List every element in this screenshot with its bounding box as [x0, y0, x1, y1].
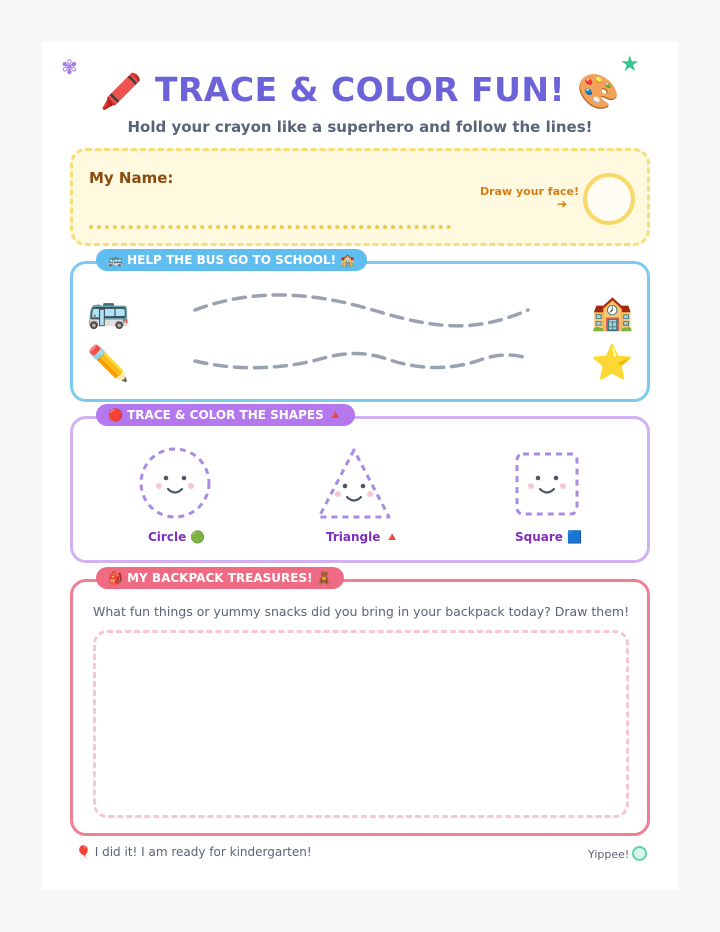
- name-label: My Name:: [89, 169, 174, 187]
- trace-square: [517, 454, 577, 514]
- school-icon: 🏫: [591, 293, 634, 333]
- triangle-face-smile: [347, 497, 361, 501]
- flower-icon: ✾: [61, 55, 78, 79]
- trace-line-wavy-1: [195, 295, 528, 326]
- name-write-line[interactable]: [89, 225, 451, 229]
- bus-section-title: 🚌 HELP THE BUS GO TO SCHOOL! 🏫: [96, 249, 367, 271]
- page-subtitle: Hold your crayon like a superhero and follow the lines!: [127, 118, 593, 136]
- pencil-icon: ✏️: [87, 344, 130, 384]
- square-face-smile: [540, 489, 554, 493]
- square-face-eye-right: [554, 476, 559, 481]
- arrow-right-icon: ➔: [557, 197, 568, 211]
- circle-face-eye-right: [182, 476, 187, 481]
- triangle-face-cheek-left: [335, 491, 341, 497]
- shapes-section: [70, 416, 650, 563]
- shape-label-circle: Circle 🟢: [148, 530, 206, 544]
- circle-face-eye-left: [164, 476, 169, 481]
- circle-face-smile: [168, 489, 182, 493]
- green-circle-icon: [632, 846, 647, 861]
- yippee-label: Yippee!: [588, 848, 630, 861]
- shape-label-square: Square 🟦: [515, 530, 583, 544]
- backpack-drawing-area[interactable]: [93, 630, 629, 818]
- footer-yippee: [588, 846, 647, 861]
- circle-face-cheek-right: [188, 483, 194, 489]
- palette-icon: 🎨: [577, 72, 620, 112]
- name-section: [70, 148, 650, 246]
- trace-line-wavy-2: [195, 353, 523, 367]
- trace-triangle: [319, 450, 389, 517]
- trace-lines: [73, 264, 647, 399]
- star-icon: ⭐: [591, 343, 634, 383]
- backpack-section-title: 🎒 MY BACKPACK TREASURES! 🧸: [96, 567, 344, 589]
- bus-icon: 🚌: [87, 291, 130, 331]
- square-face-cheek-left: [528, 483, 534, 489]
- triangle-face-cheek-right: [367, 491, 373, 497]
- trace-circle: [141, 449, 209, 517]
- page-title: [100, 70, 620, 112]
- footer-completion-text: 🎈 I did it! I am ready for kindergarten!: [76, 845, 312, 859]
- triangle-face-eye-left: [343, 484, 348, 489]
- crayon-icon: 🖍️: [100, 72, 143, 112]
- title-row: [0, 70, 720, 112]
- star-icon: ★: [620, 52, 640, 77]
- square-face-eye-left: [536, 476, 541, 481]
- circle-face-cheek-left: [156, 483, 162, 489]
- shape-label-triangle: Triangle 🔺: [326, 530, 400, 544]
- triangle-face-eye-right: [361, 484, 366, 489]
- title-text: TRACE & COLOR FUN!: [154, 70, 566, 109]
- backpack-section: [70, 579, 650, 836]
- face-drawing-circle[interactable]: [583, 173, 635, 225]
- bus-section: [70, 261, 650, 402]
- backpack-prompt: What fun things or yummy snacks did you bring in your backpack today? Draw them!: [93, 604, 630, 619]
- face-prompt: Draw your face!: [480, 185, 579, 198]
- shapes-section-title: 🔴 TRACE & COLOR THE SHAPES 🔺: [96, 404, 355, 426]
- square-face-cheek-right: [560, 483, 566, 489]
